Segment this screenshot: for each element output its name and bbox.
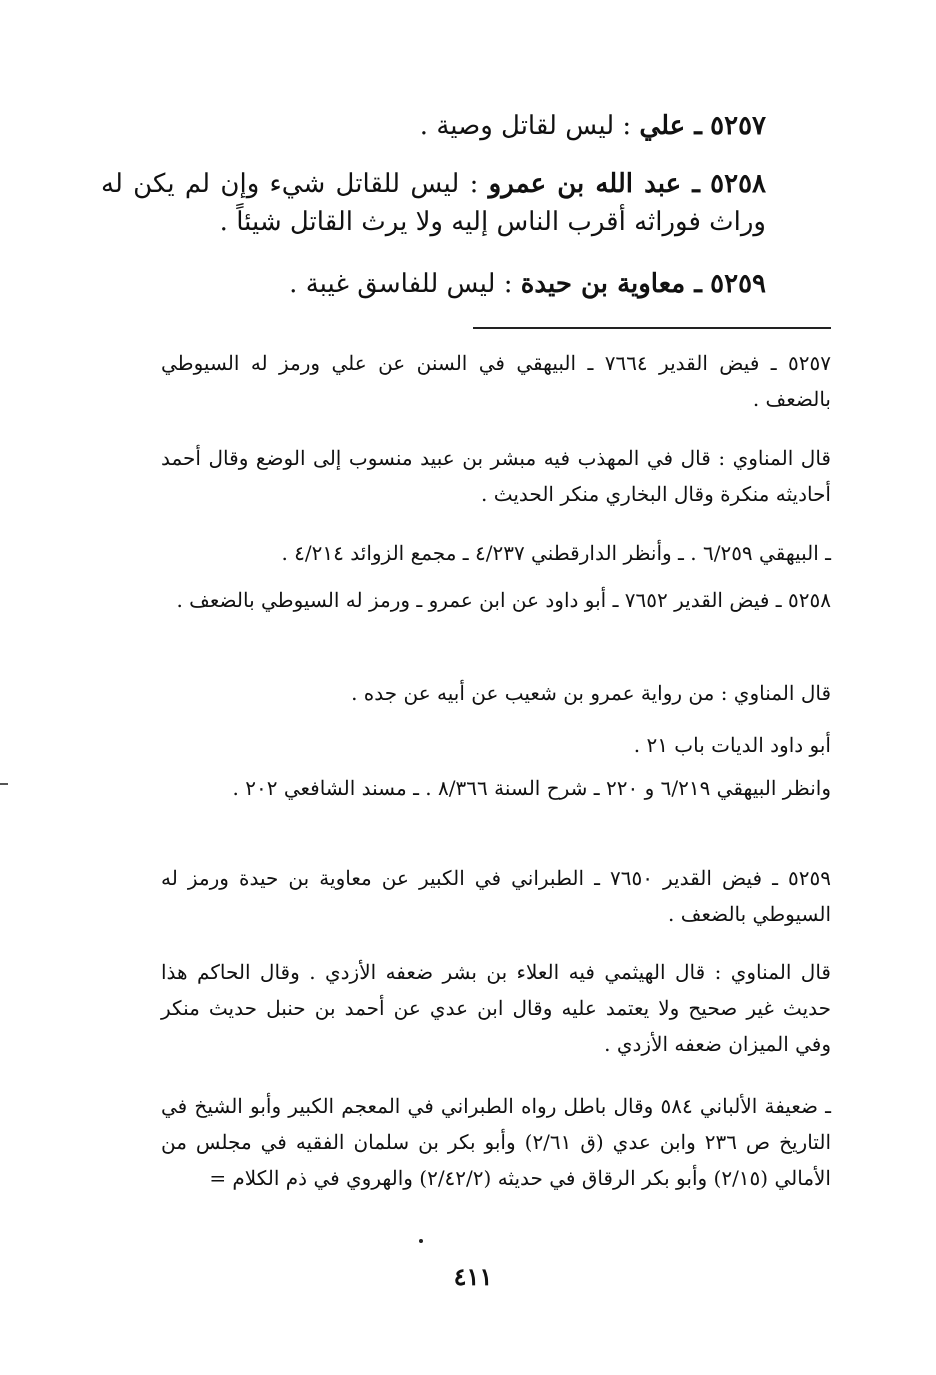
footnote: ـ ضعيفة الألباني ٥٨٤ وقال باطل رواه الطبراني في المعجم الكبير وأبو الشيخ في التاريخ ص ٢٣٦ وابن عدي (ق ٢/٦١) وأبو بكر بن سلمان الفقيه في مجلس من الأمالي (٢/١٥) وأبو بكر الرقاق في حديثه (٢/٤٢/٢) والهروي في ذم الكلام = xyxy=(161,1094,832,1190)
ink-dot xyxy=(419,1239,423,1243)
footnote: أبو داود الديات باب ٢١ . xyxy=(633,733,831,757)
entry-5258: ٥٢٥٨ ـ عبد الله بن عمرو : ليس للقاتل شيء وإن لم يكن له وراث فوراثه أقرب الناس إليه ولا يرث القاتل شيئاً . xyxy=(101,169,767,237)
page-number: ٤١١ xyxy=(453,1262,493,1291)
footnote: ٥٢٥٩ ـ فيض القدير ٧٦٥٠ ـ الطبراني في الكبير عن معاوية بن حيدة ورمز له السيوطي بالضعف . xyxy=(161,866,831,926)
footnote: ـ البيهقي ٦/٢٥٩ . ـ وأنظر الدارقطني ٤/٢٣٧ ـ مجمع الزوائد ٤/٢١٤ . xyxy=(281,541,831,565)
footnote: قال المناوي : من رواية عمرو بن شعيب عن أبيه عن جده . xyxy=(351,681,831,705)
entry-text: : ليس للفاسق غيبة . xyxy=(289,269,513,299)
entry-text: : ليس لقاتل وصية . xyxy=(419,111,632,141)
entry-number: ٥٢٥٧ xyxy=(710,111,766,141)
entry-5259: ٥٢٥٩ ـ معاوية بن حيدة : ليس للفاسق غيبة . xyxy=(289,269,766,299)
entry-5257: ٥٢٥٧ ـ علي : ليس لقاتل وصية . xyxy=(419,111,766,141)
footnote: وانظر البيهقي ٦/٢١٩ و ٢٢٠ ـ شرح السنة ٨/٣٦٦ . ـ مسند الشافعي ٢٠٢ . xyxy=(232,776,831,800)
entry-number: ٥٢٥٩ xyxy=(710,269,766,299)
footnote: ٥٢٥٨ ـ فيض القدير ٧٦٥٢ ـ أبو داود عن ابن عمرو ـ ورمز له السيوطي بالضعف . xyxy=(176,588,831,612)
footnote: ٥٢٥٧ ـ فيض القدير ٧٦٦٤ ـ البيهقي في السنن عن علي ورمز له السيوطي بالضعف . xyxy=(161,351,831,411)
footnote: قال المناوي : قال الهيثمي فيه العلاء بن بشر ضعفه الأزدي . وقال الحاكم هذا حديث غير صحيح ولا يعتمد عليه وقال ابن عدي عن أحمد بن حنبل حديث منكر وفي الميزان ضعفه الأزدي . xyxy=(161,960,831,1056)
entry-author: علي xyxy=(639,111,686,141)
page-edge-mark xyxy=(0,783,8,785)
footnote-separator xyxy=(473,327,831,329)
footnote: قال المناوي : قال في المهذب فيه مبشر بن عبيد منسوب إلى الوضع وقال أحمد أحاديثه منكرة وقال البخاري منكر الحديث . xyxy=(161,446,831,506)
entry-author: عبد الله بن عمرو xyxy=(488,169,682,199)
entry-text: : ليس للقاتل شيء وإن لم يكن له وراث فوراثه أقرب الناس إليه ولا يرث القاتل شيئاً . xyxy=(101,169,766,237)
entry-author: معاوية بن حيدة xyxy=(520,269,686,299)
entry-number: ٥٢٥٨ xyxy=(710,169,767,199)
